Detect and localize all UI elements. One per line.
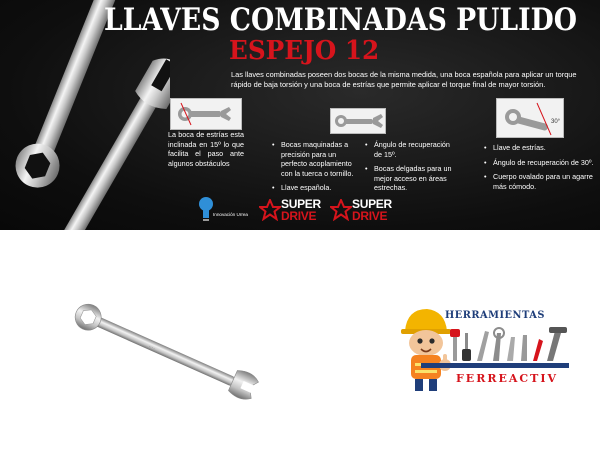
brand-name: FERREACTIV — [456, 372, 559, 385]
star-icon — [330, 199, 352, 221]
super-drive-word2: DRIVE — [352, 209, 388, 223]
super-drive-logo — [330, 197, 396, 225]
svg-text:····: ···· — [147, 343, 156, 352]
feature-bullet: • Bocas delgadas para un mejor acceso en áreas estrechas. — [365, 164, 455, 193]
innovation-logo — [198, 194, 248, 228]
feature-col-4 — [484, 143, 596, 196]
feature-bullet: • Llave española. — [272, 183, 362, 193]
angle-label: 30° — [551, 119, 561, 125]
super-drive-word2: DRIVE — [281, 209, 317, 223]
super-drive-word1: SUPER — [281, 197, 321, 211]
combination-wrench-icon — [330, 108, 386, 134]
brand-tagline: HERRAMIENTAS — [445, 310, 545, 321]
banner-intro-text: Las llaves combinadas poseen dos bocas de la misma medida, una boca española para aplicar un torque rápido de baja torsión y una boca de estrías que permite aplicar el torque final de mayor torsión. — [231, 70, 577, 89]
feature-bullet: • Bocas maquinadas a precisión para un perfecto acoplamiento con la tuerca o tornillo. — [272, 140, 362, 178]
innovation-logo-text: Innovación Urrea — [213, 212, 248, 217]
super-drive-logo — [259, 197, 325, 225]
banner-subtitle: ESPEJO 12 — [229, 36, 380, 66]
ferreactiv-logo — [385, 305, 585, 395]
angled-box-end-icon — [170, 98, 242, 130]
tools-icon — [449, 325, 569, 363]
box-end-30-degree-icon — [496, 98, 564, 138]
product-wrench-image — [60, 300, 280, 400]
feature-bullet: • Cuerpo ovalado para un agarre más cómodo. — [484, 172, 596, 191]
feature-bullet: • Ángulo de recuperación de 30º. — [484, 158, 596, 168]
banner-title: LLAVES COMBINADAS PULIDO — [104, 2, 577, 38]
star-icon — [259, 199, 281, 221]
feature-col-2 — [272, 140, 362, 198]
lightbulb-icon — [198, 194, 214, 224]
feature-col-3 — [365, 140, 455, 198]
super-drive-word1: SUPER — [352, 197, 392, 211]
feature-bullet: • Llave de estrías. — [484, 143, 596, 153]
feature-bullet: • Ángulo de recuperación de 15º. — [365, 140, 455, 159]
feature-col-1-text: La boca de estrías esta inclinada en 15º lo que facilita el paso ante algunos obstáculos — [168, 130, 244, 168]
brand-divider — [421, 363, 569, 368]
